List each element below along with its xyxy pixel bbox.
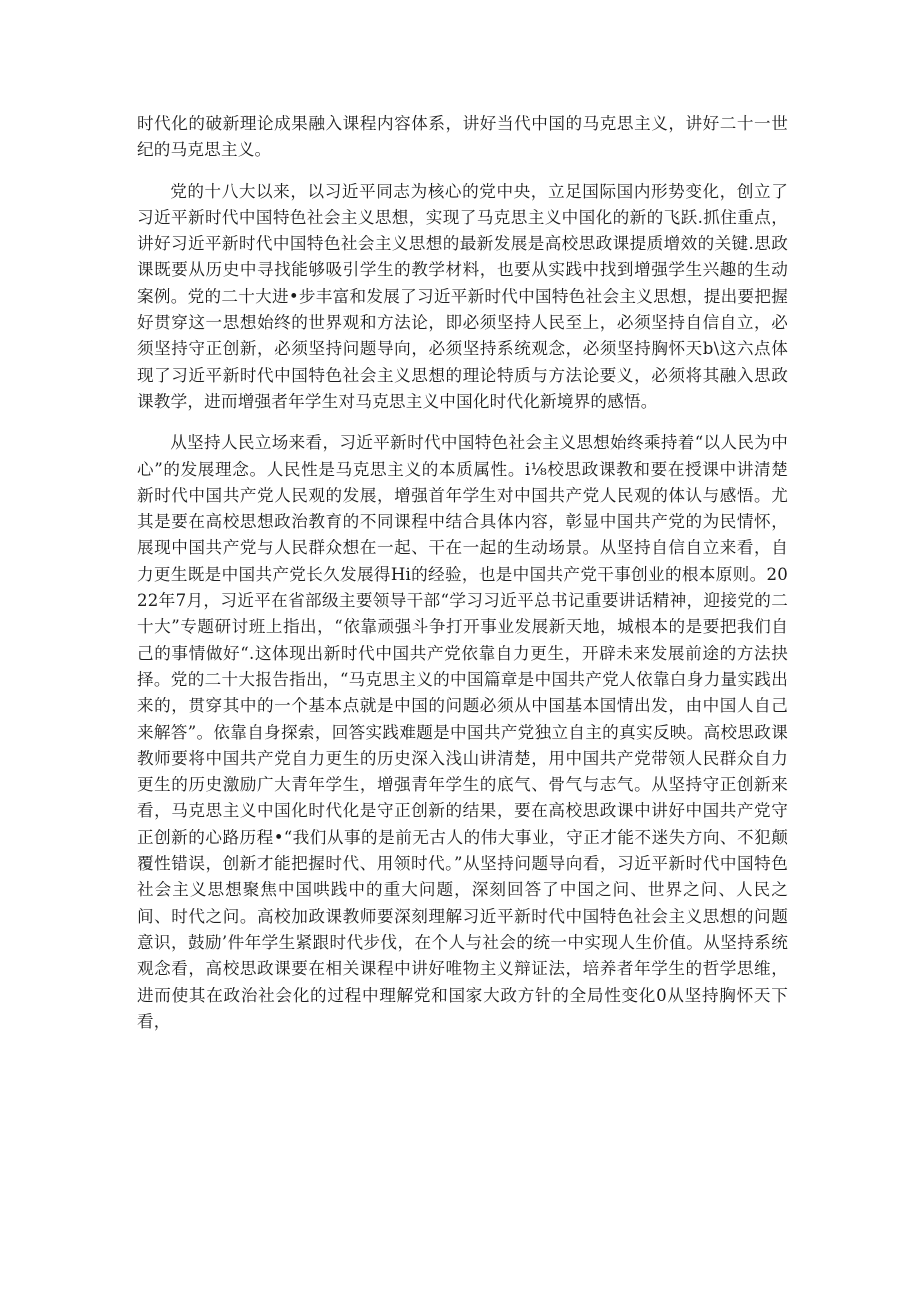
document-page	[137, 111, 788, 1035]
paragraph-methodology: 党的十八大以来，以习近平同志为核心的党中央，立足国际国内形势变化，创立了习近平新时代中国特色社会主义思想，实现了马克思主义中国化的新的飞跃.抓住重点，讲好习近平新时代中国特色社会主义思想的最新发展是高校思政课提质增效的关键.思政课既要从历史中寻找能够吸引学生的教学材料，也要从实践中找到增强学生兴趣的生动案例。党的二十大进•步丰富和发展了习近平新时代中国特色社会主义思想，提出要把握好贯穿这一思想始终的世界观和方法论，即必须坚持人民至上，必须坚持自信自立，必须坚持守正创新，必须坚持问题导向，必须坚持系统观念，必须坚持胸怀天b\这六点体现了习近平新时代中国特色社会主义思想的理论特质与方法论要义，必须将其融入思政课教学，进而增强者年学生对马克思主义中国化时代化新境界的感悟。	[137, 181, 788, 411]
paragraph-continuation: 时代化的破新理论成果融入课程内容体系，讲好当代中国的马克思主义，讲好二十一世纪的马克思主义。	[137, 114, 788, 160]
paragraph-six-principles: 从坚持人民立场来看，习近平新时代中国特色社会主义思想始终乘持着“以人民为中心”的发展理念。人民性是马克思主义的本质属性。i⅛校思政课教和要在授课中讲清楚新时代中国共产党人民观的发展，增强首年学生对中国共产党人民观的体认与感悟。尤其是要在高校思想政治教育的不同课程中结合具体内容，彰显中国共产党的为民情怀，展现中国共产党与人民群众想在一起、干在一起的生动场景。从坚持自信自立来看，自力更生既是中国共产党长久发展得Hi的经验，也是中国共产党干事创业的根本原则。2022年7月，习近平在省部级主要领导干部“学习习近平总书记重要讲话精神，迎接党的二十大”专题研讨班上指出，“依靠顽强斗争打开事业发展新天地，城根本的是要把我们自己的事情做好“.这体现出新时代中国共产党依靠自力更生，开辟未来发展前途的方法抉择。党的二十大报告指出，“马克思主义的中国篇章是中国共产党人依靠白身力量实践出来的，贯穿其中的一个基本点就是中国的问题必须从中国基本国情出发，由中国人自己来解答”。依靠自身探索，回答实践难题是中国共产党独立自主的真实反映。高校思政课教师要将中国共产党自力更生的历史深入浅山讲清楚，用中国共产党带领人民群众自力更生的历史激励广大青年学生，增强青年学生的底气、骨气与志气。从坚持守正创新来看，马克思主义中国化时代化是守正创新的结果，要在高校思政课中讲好中国共产党守正创新的心路历程•“我们从事的是前无古人的伟大事业，守正才能不迷失方向、不犯颠覆性错误，创新才能把握时代、用领时代。”从坚持问题导向看，习近平新时代中国特色社会主义思想聚焦中国哄践中的重大问题，深刻回答了中国之问、世界之问、人民之间、时代之问。高校加政课教师要深刻理解习近平新时代中国特色社会主义思想的问题意识，鼓励’件年学生紧跟时代步伐，在个人与社会的统一中实现人生价值。从坚持系统观念看，高校思政课要在相关课程中讲好唯物主义辩证法，培养者年学生的哲学思维，进而使其在政治社会化的过程中理解党和国家大政方针的全局性变化0从坚持胸怀天下看，	[137, 433, 788, 1031]
